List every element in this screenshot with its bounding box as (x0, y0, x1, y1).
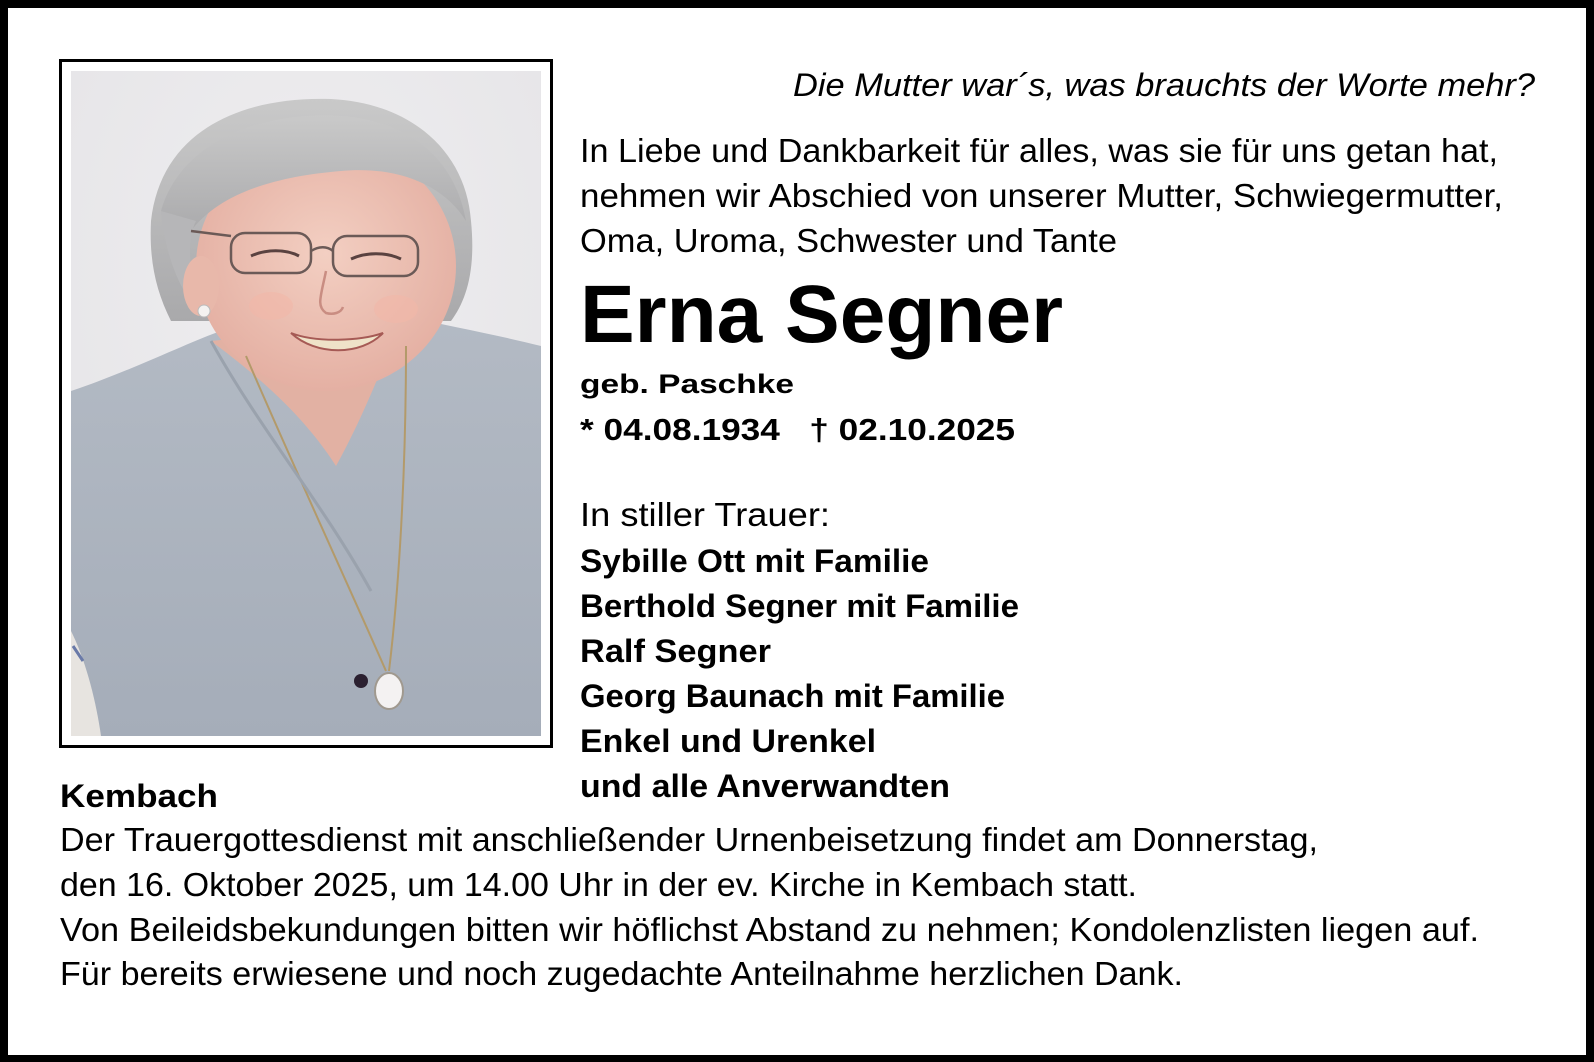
maiden-name: geb. Paschke (580, 369, 794, 399)
mourning-heading: In stiller Trauer: (580, 496, 830, 533)
photo-frame (59, 59, 553, 748)
mourner-item: Sybille Ott mit Familie (580, 543, 929, 579)
mourner-item: Ralf Segner (580, 633, 771, 669)
intro-line-3: Oma, Uroma, Schwester und Tante (580, 222, 1117, 259)
intro-line-2: nehmen wir Abschied von unserer Mutter, Schwiegermutter, (580, 177, 1503, 214)
mourner-item: Enkel und Urenkel (580, 723, 876, 759)
location-label: Kembach (60, 778, 218, 814)
service-line-3: Von Beileidsbekundungen bitten wir höflichst Abstand zu nehmen; Kondolenzlisten liegen auf. (60, 911, 1479, 948)
service-line-1: Der Trauergottesdienst mit anschließender Urnenbeisetzung findet am Donnerstag, (60, 821, 1318, 858)
life-dates: * 04.08.1934 † 02.10.2025 (580, 412, 1015, 447)
service-line-2: den 16. Oktober 2025, um 14.00 Uhr in der ev. Kirche in Kembach statt. (60, 866, 1137, 903)
portrait-image-icon (71, 71, 541, 736)
portrait-photo (71, 71, 541, 736)
mourner-item: und alle Anverwandten (580, 768, 950, 804)
mourner-item: Georg Baunach mit Familie (580, 678, 1005, 714)
obituary-card (8, 8, 1586, 1055)
deceased-name: Erna Segner (580, 269, 1063, 360)
mourner-item: Berthold Segner mit Familie (580, 588, 1019, 624)
intro-line-1: In Liebe und Dankbarkeit für alles, was sie für uns getan hat, (580, 132, 1498, 169)
motto-quote: Die Mutter war´s, was brauchts der Worte mehr? (793, 67, 1535, 103)
service-line-4: Für bereits erwiesene und noch zugedachte Anteilnahme herzlichen Dank. (60, 955, 1183, 992)
